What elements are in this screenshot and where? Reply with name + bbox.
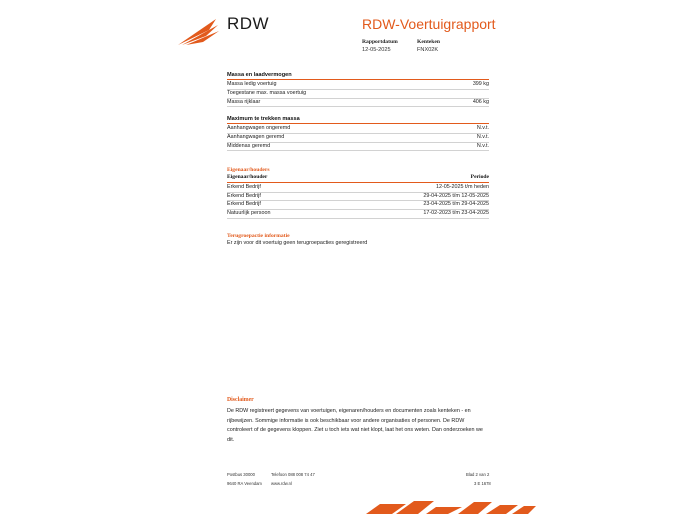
row-value: N.v.t. [476, 133, 489, 140]
section-divider [227, 182, 489, 183]
table-row [227, 99, 489, 108]
table-row [227, 90, 489, 99]
period-cell: 12-05-2025 t/m heden [435, 183, 489, 190]
table-row [227, 81, 489, 90]
row-label: Middenas geremd [227, 142, 271, 149]
row-value: N.v.t. [476, 142, 489, 149]
decorative-stripes-icon [366, 498, 536, 514]
row-label: Massa rijklaar [227, 98, 261, 105]
table-row [227, 193, 489, 202]
mass-section [227, 71, 489, 107]
period-cell: 29-04-2025 t/m 12-05-2025 [423, 192, 489, 199]
period-cell: 23-04-2025 t/m 29-04-2025 [423, 201, 489, 208]
footer-phone: Telefoon 088 008 74 47 [271, 472, 315, 477]
owners-section-title: Eigenaar/houders [227, 167, 270, 173]
disclaimer-text: De RDW registreert gegevens van voertuigen, eigenaren/houders en documenten zoals kenteken - en rijbewijzen. Sommige informatie is ook beschikbaar voor andere organisaties of personen. De RDW controleert of de gegevens kloppen. Ziet u toch iets wat niet klopt, laat het ons weten. Dan onderzoeken we dit. [227, 408, 483, 443]
table-row [227, 134, 489, 143]
report-date-label: Rapportdatum [362, 39, 398, 45]
table-row [227, 210, 489, 219]
owner-cell: Erkend Bedrijf [227, 201, 261, 208]
period-column-header: Periode [470, 174, 489, 180]
row-value: 406 kg [472, 98, 489, 105]
period-cell: 17-02-2023 t/m 23-04-2025 [423, 210, 489, 217]
owner-cell: Erkend Bedrijf [227, 192, 261, 199]
footer-code: 3 E 1678 [474, 481, 491, 486]
row-label: Toegestane max. massa voertuig [227, 89, 307, 96]
table-row [227, 201, 489, 210]
table-row [227, 184, 489, 193]
section-divider [227, 79, 489, 80]
row-label: Aanhangwagen geremd [227, 133, 285, 140]
table-row [227, 125, 489, 134]
towing-section [227, 115, 489, 151]
footer-postbus: Postbus 30000 [227, 472, 255, 477]
owners-section [227, 166, 489, 219]
row-label: Massa ledig voertuig [227, 81, 277, 87]
row-label: Aanhangwagen ongeremd [227, 125, 291, 131]
recall-text: Er zijn voor dit voertuig geen terugroepacties geregistreerd [227, 240, 368, 246]
owner-cell: Natuurlijk persoon [227, 210, 271, 217]
row-value: 399 kg [472, 81, 489, 87]
recall-section [227, 232, 489, 248]
recall-section-title: Terugroepactie informatie [227, 233, 290, 239]
footer-city: 9640 RA Veendam [227, 481, 262, 486]
towing-section-title: Maximum te trekken massa [227, 116, 300, 122]
footer-website[interactable]: www.rdw.nl [271, 481, 292, 486]
row-value: N.v.t. [476, 125, 489, 131]
owner-column-header: Eigenaar/houder [227, 174, 268, 180]
brand-name: RDW [227, 14, 270, 33]
mass-section-title: Massa en laadvermogen [227, 72, 292, 78]
license-plate-label: Kenteken [417, 39, 440, 45]
rdw-logo-icon [176, 17, 220, 47]
license-plate-value: FNX02K [417, 47, 439, 53]
report-date-value: 12-05-2025 [362, 47, 391, 53]
section-divider [227, 123, 489, 124]
owners-table-header [227, 174, 489, 182]
footer-page-number: Blad 2 van 2 [466, 472, 490, 477]
table-row [227, 143, 489, 152]
disclaimer-title: Disclaimer [227, 397, 254, 403]
report-title: RDW-Voertuigrapport [362, 16, 496, 32]
owner-cell: Erkend Bedrijf [227, 183, 261, 190]
